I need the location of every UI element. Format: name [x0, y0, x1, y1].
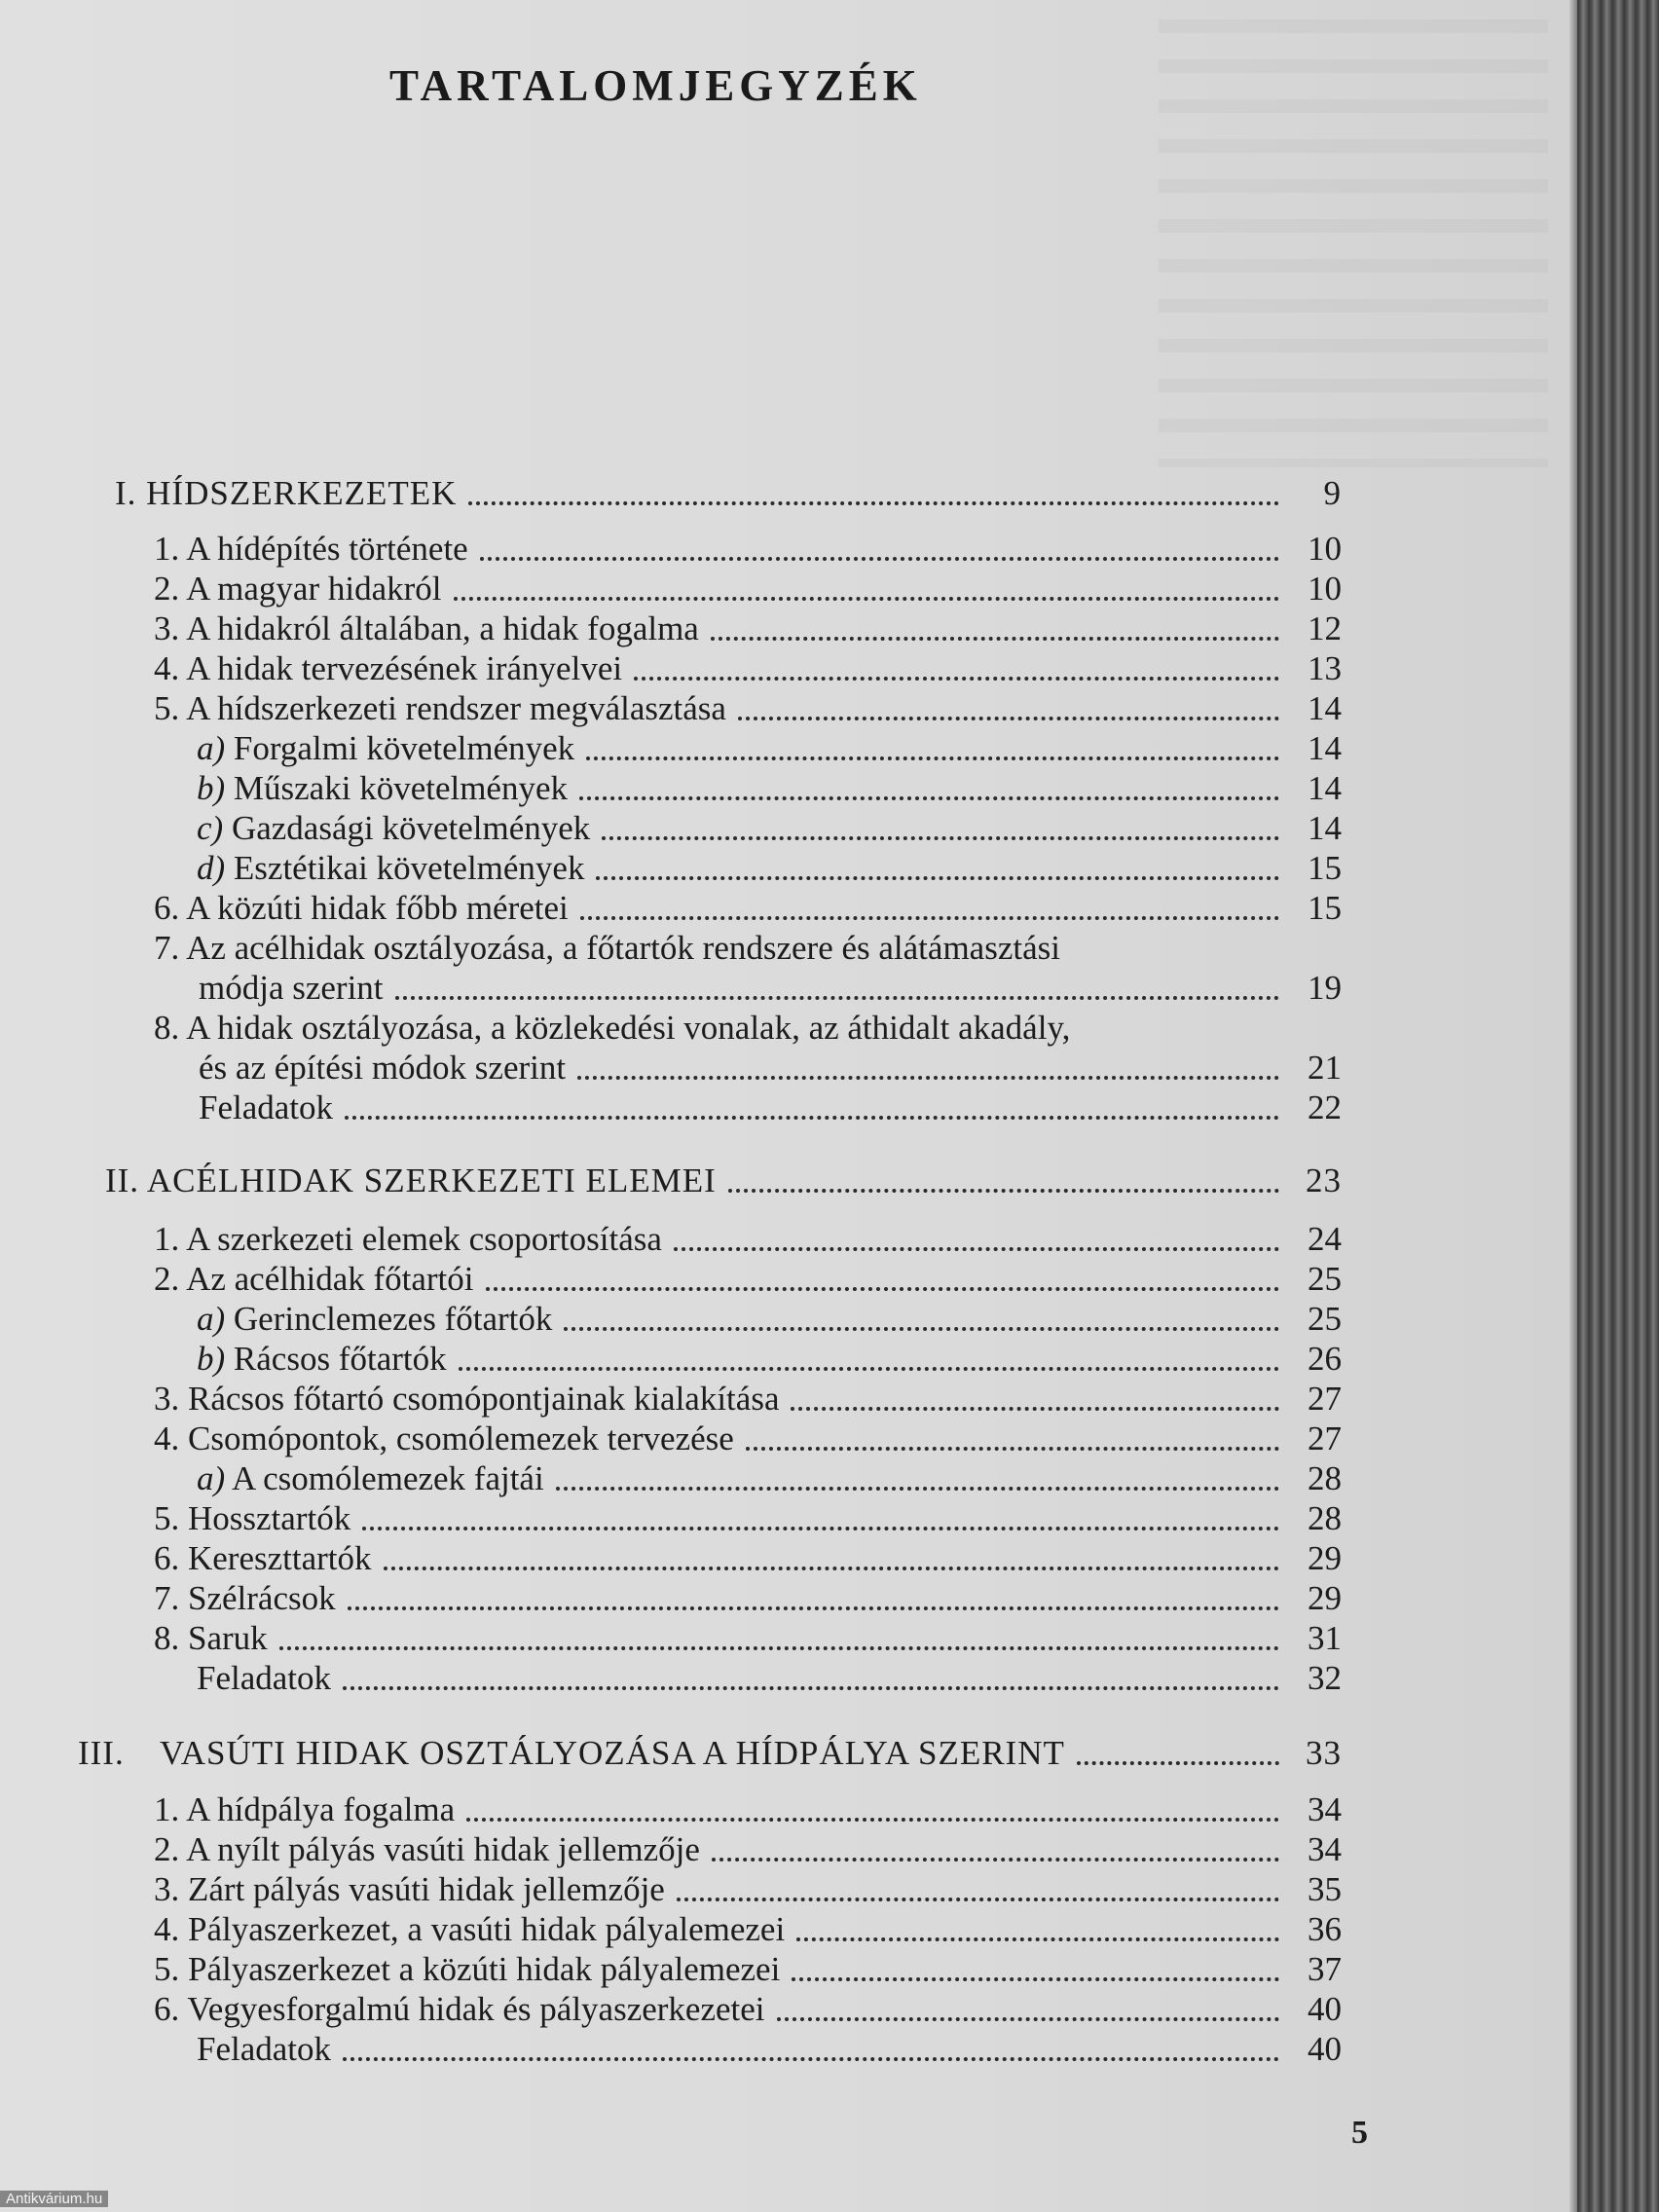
- dot-leader: [579, 796, 1279, 800]
- entry-title: ACÉLHIDAK SZERKEZETI ELEMEI: [146, 1161, 717, 1199]
- toc-subentry: [197, 1458, 1342, 1499]
- entry-page: 37: [1308, 1950, 1342, 1988]
- dot-leader: [712, 1858, 1279, 1862]
- entry-page: 14: [1308, 729, 1342, 767]
- toc-entry: [154, 529, 1342, 570]
- dot-leader: [466, 1818, 1279, 1822]
- watermark: Antikvárium.hu: [0, 2191, 108, 2207]
- subentry-label: a): [197, 729, 226, 767]
- entry-number: 4.: [154, 1419, 180, 1457]
- entry-page: 29: [1308, 1539, 1342, 1577]
- entry-title: A hídszerkezeti rendszer megválasztása: [186, 689, 726, 727]
- entry-title: Szélrácsok: [188, 1579, 336, 1617]
- entry-number: 5.: [154, 689, 180, 727]
- toc-entry: [154, 688, 1342, 729]
- entry-title: Hossztartók: [188, 1499, 351, 1537]
- entry-page: 31: [1308, 1619, 1342, 1657]
- entry-title: Feladatok: [199, 1088, 334, 1126]
- entry-number: 6.: [154, 1990, 180, 2028]
- entry-title: A hidak tervezésének irányelvei: [186, 649, 623, 687]
- dot-leader: [777, 2017, 1279, 2021]
- entry-title: VASÚTI HIDAK OSZTÁLYOZÁSA A HÍDPÁLYA SZERINT: [160, 1734, 1065, 1772]
- dot-leader: [468, 501, 1279, 505]
- entry-page: 32: [1308, 1659, 1342, 1697]
- entry-number: 2.: [154, 1830, 180, 1868]
- toc-subentry: [197, 1339, 1342, 1380]
- entry-number: I.: [115, 474, 137, 512]
- entry-page: 24: [1308, 1220, 1342, 1258]
- dot-leader: [279, 1646, 1279, 1650]
- entry-title: Pályaszerkezet a közúti hidak pályalemezei: [188, 1950, 781, 1988]
- dot-leader: [728, 1189, 1279, 1193]
- entry-page: 14: [1308, 809, 1342, 847]
- entry-page: 40: [1308, 1990, 1342, 2028]
- entry-page: 15: [1308, 849, 1342, 887]
- entry-page: 12: [1308, 609, 1342, 647]
- toc-chapter: [78, 1733, 1342, 1774]
- toc-entry: [154, 648, 1342, 689]
- entry-page: 34: [1308, 1830, 1342, 1868]
- entry-number: 4.: [154, 1910, 180, 1948]
- toc-entry: [154, 1789, 1342, 1830]
- subentry-label: b): [197, 769, 226, 807]
- entry-page: 10: [1308, 530, 1342, 568]
- entry-page: 13: [1308, 649, 1342, 687]
- entry-number: 8.: [154, 1009, 180, 1047]
- entry-title: A közúti hidak főbb méretei: [186, 889, 569, 927]
- entry-title: Gazdasági követelmények: [231, 809, 591, 847]
- dot-leader: [577, 1076, 1279, 1080]
- bleed-through-text: [1159, 19, 1548, 467]
- toc-entry: [154, 888, 1342, 929]
- subentry-label: a): [197, 1300, 226, 1338]
- toc-entry: [197, 2029, 1342, 2070]
- dot-leader: [454, 597, 1279, 601]
- entry-title: Műszaki követelmények: [233, 769, 569, 807]
- entry-number: 6.: [154, 1539, 180, 1577]
- entry-title: Gerinclemezes főtartók: [233, 1300, 553, 1338]
- entry-number: 5.: [154, 1950, 180, 1988]
- entry-page: 23: [1306, 1161, 1342, 1199]
- dot-leader: [384, 1567, 1279, 1570]
- entry-number: 6.: [154, 889, 180, 927]
- dot-leader: [634, 677, 1279, 681]
- toc-entry: [154, 1909, 1342, 1950]
- dot-leader: [343, 2057, 1279, 2061]
- toc-entry: [154, 1578, 1342, 1619]
- toc-entry: [154, 569, 1342, 609]
- toc-entry: [154, 1829, 1342, 1870]
- dot-leader: [746, 1447, 1279, 1451]
- entry-number: 1.: [154, 530, 180, 568]
- dot-leader: [580, 916, 1279, 920]
- entry-page: 40: [1308, 2030, 1342, 2068]
- entry-page: 9: [1323, 474, 1342, 512]
- entry-title: Esztétikai követelmények: [233, 849, 585, 887]
- toc-entry: [154, 1219, 1342, 1260]
- toc-subentry: [197, 848, 1342, 889]
- toc-entry: [154, 1379, 1342, 1419]
- entry-page: 36: [1308, 1910, 1342, 1948]
- toc-entry: [199, 1088, 1342, 1128]
- dot-leader: [345, 1116, 1279, 1120]
- dot-leader: [343, 1686, 1279, 1690]
- entry-page: 33: [1306, 1734, 1342, 1772]
- toc-entry: [154, 1419, 1342, 1459]
- entry-title: Csomópontok, csomólemezek tervezése: [188, 1419, 734, 1457]
- entry-number: 4.: [154, 649, 180, 687]
- toc-entry: [154, 1498, 1342, 1539]
- entry-number: 1.: [154, 1790, 180, 1828]
- toc-entry-continuation: [199, 968, 1342, 1009]
- entry-title: A hídépítés története: [186, 530, 468, 568]
- dot-leader: [791, 1407, 1279, 1411]
- toc-entry: [154, 1259, 1342, 1300]
- entry-number: 8.: [154, 1619, 180, 1657]
- entry-title: A magyar hidakról: [186, 570, 442, 608]
- dot-leader: [486, 1287, 1280, 1291]
- entry-page: 14: [1308, 689, 1342, 727]
- toc-entry: [154, 1869, 1342, 1910]
- toc-entry-first-line: [154, 1008, 1070, 1049]
- toc-entry: [154, 1989, 1342, 2030]
- entry-title-continued: módja szerint: [199, 969, 384, 1007]
- entry-number: 7.: [154, 1579, 180, 1617]
- entry-number: 7.: [154, 929, 180, 967]
- toc-entry: [154, 1538, 1342, 1579]
- toc-chapter: [105, 1161, 1342, 1201]
- toc-chapter: [115, 473, 1342, 514]
- dot-leader: [395, 996, 1279, 1000]
- dot-leader: [480, 557, 1279, 561]
- entry-title: Az acélhidak főtartói: [186, 1260, 474, 1298]
- entry-page: 15: [1308, 889, 1342, 927]
- entry-title: HÍDSZERKEZETEK: [146, 474, 458, 512]
- entry-title: A szerkezeti elemek csoportosítása: [186, 1220, 662, 1258]
- entry-title: Pályaszerkezet, a vasúti hidak pályalemezei: [188, 1910, 786, 1948]
- entry-title: A hidakról általában, a hidak fogalma: [186, 609, 699, 647]
- dot-leader: [738, 717, 1279, 720]
- dot-leader: [596, 876, 1279, 880]
- subentry-label: d): [197, 849, 226, 887]
- dot-leader: [564, 1327, 1279, 1331]
- entry-title: Rácsos főtartók: [233, 1340, 447, 1378]
- entry-title: Forgalmi követelmények: [233, 729, 575, 767]
- entry-page: 28: [1308, 1459, 1342, 1497]
- toc-entry: [154, 1949, 1342, 1990]
- subentry-label: b): [197, 1340, 226, 1378]
- toc-subentry: [197, 768, 1342, 809]
- entry-number: 3.: [154, 609, 180, 647]
- entry-title: Feladatok: [197, 1659, 332, 1697]
- dot-leader: [792, 1977, 1279, 1981]
- entry-page: 26: [1308, 1340, 1342, 1378]
- entry-page: 10: [1308, 570, 1342, 608]
- entry-title: A hídpálya fogalma: [186, 1790, 456, 1828]
- dot-leader: [348, 1606, 1279, 1610]
- entry-page: 14: [1308, 769, 1342, 807]
- entry-number: 3.: [154, 1870, 180, 1908]
- dot-leader: [556, 1487, 1279, 1491]
- book-spine: [1577, 0, 1659, 2212]
- entry-page: 29: [1308, 1579, 1342, 1617]
- dot-leader: [796, 1937, 1279, 1941]
- dot-leader: [362, 1527, 1279, 1530]
- entry-number: 2.: [154, 1260, 180, 1298]
- entry-page: 22: [1308, 1088, 1342, 1126]
- dot-leader: [459, 1367, 1279, 1371]
- entry-title: Kereszttartók: [188, 1539, 372, 1577]
- dot-leader: [674, 1247, 1279, 1251]
- entry-title: Saruk: [188, 1619, 268, 1657]
- entry-title: Rácsos főtartó csomópontjainak kialakítása: [188, 1380, 780, 1418]
- entry-title: A hidak osztályozása, a közlekedési vonalak, az áthidalt akadály,: [186, 1009, 1071, 1047]
- entry-number: 3.: [154, 1380, 180, 1418]
- subentry-label: c): [197, 809, 224, 847]
- entry-number: III.: [78, 1734, 125, 1772]
- toc-subentry: [197, 728, 1342, 769]
- entry-page: 28: [1308, 1499, 1342, 1537]
- entry-page: 27: [1308, 1419, 1342, 1457]
- entry-title: Vegyesforgalmú hidak és pályaszerkezetei: [187, 1990, 765, 2028]
- dot-leader: [602, 836, 1279, 840]
- toc-subentry: [197, 1299, 1342, 1340]
- entry-title: Feladatok: [197, 2030, 332, 2068]
- page-title: TARTALOMJEGYZÉK: [389, 61, 922, 110]
- dot-leader: [1077, 1761, 1279, 1765]
- toc-entry: [154, 1618, 1342, 1659]
- toc-entry-first-line: [154, 928, 1060, 969]
- dot-leader: [711, 637, 1279, 641]
- entry-title-continued: és az építési módok szerint: [199, 1049, 567, 1087]
- toc-entry-continuation: [199, 1048, 1342, 1088]
- toc-entry: [154, 608, 1342, 649]
- entry-page: 35: [1308, 1870, 1342, 1908]
- entry-title: A csomólemezek fajtái: [231, 1459, 544, 1497]
- entry-page: 27: [1308, 1380, 1342, 1418]
- entry-page: 34: [1308, 1790, 1342, 1828]
- toc-entry: [197, 1658, 1342, 1699]
- entry-page: 19: [1308, 969, 1342, 1007]
- toc-subentry: [197, 808, 1342, 849]
- entry-number: 5.: [154, 1499, 180, 1537]
- entry-title: Az acélhidak osztályozása, a főtartók rendszere és alátámasztási: [186, 929, 1060, 967]
- subentry-label: a): [197, 1459, 226, 1497]
- entry-page: 21: [1308, 1049, 1342, 1087]
- entry-page: 25: [1308, 1300, 1342, 1338]
- dot-leader: [586, 756, 1279, 760]
- entry-number: II.: [105, 1161, 140, 1199]
- entry-number: 1.: [154, 1220, 180, 1258]
- entry-number: 2.: [154, 570, 180, 608]
- page-number: 5: [1351, 2115, 1368, 2151]
- entry-page: 25: [1308, 1260, 1342, 1298]
- entry-title: A nyílt pályás vasúti hidak jellemzője: [186, 1830, 700, 1868]
- entry-title: Zárt pályás vasúti hidak jellemzője: [188, 1870, 665, 1908]
- dot-leader: [677, 1898, 1279, 1901]
